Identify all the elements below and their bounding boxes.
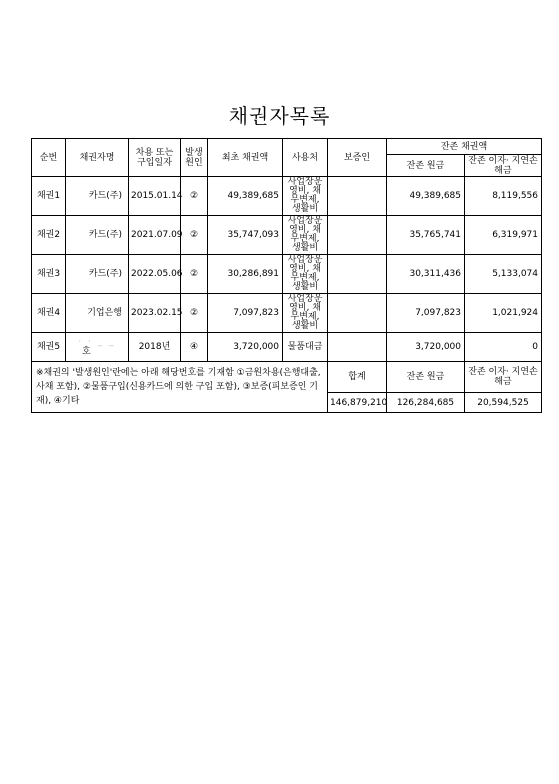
cell-cause: ④ — [181, 333, 208, 362]
cell-principal: 49,389,685 — [387, 177, 465, 216]
cell-cause: ② — [181, 294, 208, 333]
cell-guarantor — [328, 177, 387, 216]
sum-label: 합계 — [328, 362, 387, 393]
table-row — [32, 177, 542, 216]
principal-total: 126,284,685 — [387, 393, 465, 413]
cell-no: 채권3 — [32, 255, 66, 294]
cell-creditor-text: 호 — [82, 347, 91, 357]
cell-guarantor — [328, 294, 387, 333]
cell-interest: 6,319,971 — [465, 216, 542, 255]
cell-principal: 3,720,000 — [387, 333, 465, 362]
cell-guarantor — [328, 255, 387, 294]
cell-date: 2022.05.06 — [129, 255, 181, 294]
header-use: 사용처 — [283, 139, 328, 177]
cell-creditor — [66, 333, 129, 362]
cell-creditor: 카드(주) — [66, 177, 129, 216]
cell-creditor: 카드(주) — [66, 216, 129, 255]
redacted-mark: · · _ _ — [78, 337, 116, 347]
cell-principal: 7,097,823 — [387, 294, 465, 333]
header-initial: 최초 채권액 — [208, 139, 283, 177]
cell-date: 2018년 — [129, 333, 181, 362]
header-no: 순번 — [32, 139, 66, 177]
header-principal: 잔존 원금 — [387, 155, 465, 177]
cell-interest: 5,133,074 — [465, 255, 542, 294]
cell-initial: 7,097,823 — [208, 294, 283, 333]
table-row — [32, 255, 542, 294]
sum-total: 146,879,210 — [328, 393, 387, 413]
cell-principal: 35,765,741 — [387, 216, 465, 255]
cell-initial: 3,720,000 — [208, 333, 283, 362]
cell-interest: 8,119,556 — [465, 177, 542, 216]
cell-use: 사업장운영비, 채무변제, 생활비 — [283, 177, 328, 216]
cell-no: 채권2 — [32, 216, 66, 255]
header-guarantor: 보증인 — [328, 139, 387, 177]
table-row — [32, 216, 542, 255]
cell-interest: 1,021,924 — [465, 294, 542, 333]
header-interest: 잔존 이자· 지연손해금 — [465, 155, 542, 177]
cell-initial: 35,747,093 — [208, 216, 283, 255]
cell-use: 물품대금 — [283, 333, 328, 362]
interest-label: 잔존 이자· 지연손해금 — [465, 362, 542, 393]
cell-cause: ② — [181, 177, 208, 216]
cell-use: 사업장운영비, 채무변제, 생활비 — [283, 294, 328, 333]
cell-cause: ② — [181, 255, 208, 294]
cell-use: 사업장운영비, 채무변제, 생활비 — [283, 255, 328, 294]
cell-use: 사업장운영비, 채무변제, 생활비 — [283, 216, 328, 255]
principal-label: 잔존 원금 — [387, 362, 465, 393]
cell-date: 2021.07.09 — [129, 216, 181, 255]
cell-no: 채권1 — [32, 177, 66, 216]
creditor-table — [31, 138, 542, 413]
interest-total: 20,594,525 — [465, 393, 542, 413]
cell-no: 채권5 — [32, 333, 66, 362]
cell-interest: 0 — [465, 333, 542, 362]
cell-date: 2015.01.14 — [129, 177, 181, 216]
cell-date: 2023.02.15 — [129, 294, 181, 333]
cell-guarantor — [328, 333, 387, 362]
header-creditor: 채권자명 — [66, 139, 129, 177]
cell-creditor: 기업은행 — [66, 294, 129, 333]
cell-creditor: 카드(주) — [66, 255, 129, 294]
cell-initial: 49,389,685 — [208, 177, 283, 216]
table-row — [32, 294, 542, 333]
cell-initial: 30,286,891 — [208, 255, 283, 294]
cell-cause: ② — [181, 216, 208, 255]
header-date: 차용 또는 구입일자 — [129, 139, 181, 177]
cell-no: 채권4 — [32, 294, 66, 333]
header-remaining: 잔존 채권액 — [387, 139, 542, 155]
document-title: 채권자목록 — [228, 104, 331, 128]
table-row — [32, 333, 542, 362]
cell-guarantor — [328, 216, 387, 255]
header-cause: 발생 원인 — [181, 139, 208, 177]
cause-legend-note: ※채권의 '발생원인'란에는 아래 해당번호를 기재함 ①금원차용(은행대출,사채 포함), ②물품구입(신용카드에 의한 구입 포함), ③보증(피보증인 기재), ④기타 — [32, 362, 328, 413]
cell-principal: 30,311,436 — [387, 255, 465, 294]
